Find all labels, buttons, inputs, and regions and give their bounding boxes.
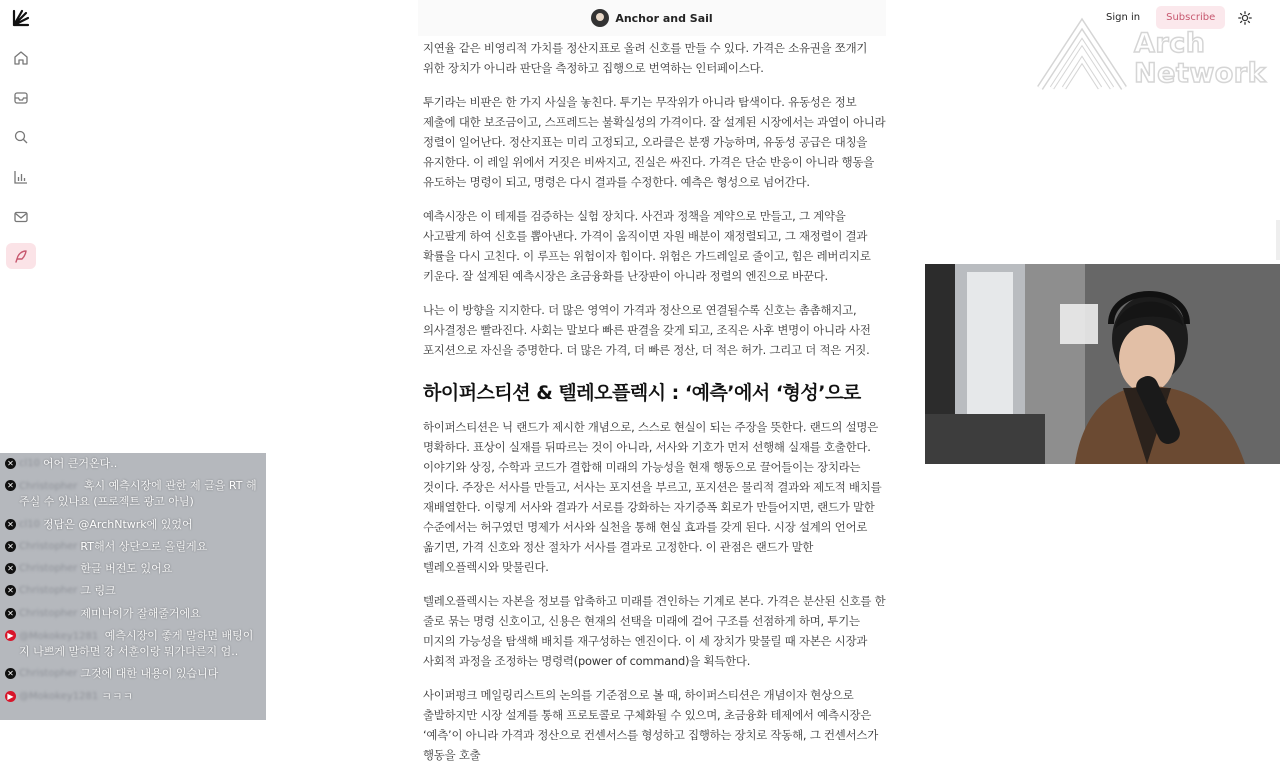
article-paragraph: 예측시장은 이 테제를 검증하는 실험 장치다. 사건과 정책을 계약으로 만들고, 그 계약을 사고팔게 하여 신호를 뽑아낸다. 가격이 움직이면 자원 배분이 재정렬되고, 그 재정렬이 결과 확률을 다시 고친다. 이 루프는 위험이자 힘이다. 위험은 가드레일로 줄이고, 힘은 레버리지로 키운다. 잘 설계된 예측시장은 초금융화를 난장판이 아니라 정렬의 엔진으로 바꾼다. [423,209,871,283]
sign-in-button[interactable]: Sign in [1106,12,1141,23]
article-body [423,38,889,779]
chat-message [5,628,261,659]
chat-username: Christopher [19,481,78,493]
chat-text: ㅋㅋㅋ [101,689,134,703]
x-platform-icon: ✕ [5,480,16,491]
publication-avatar [591,9,609,27]
subscribe-button[interactable]: Subscribe [1156,6,1225,29]
chat-message [5,456,261,471]
chat-message [5,606,261,621]
stats-icon[interactable] [11,167,31,187]
write-feather-icon[interactable] [6,243,36,269]
search-icon[interactable] [11,127,31,147]
stream-chat-overlay [0,453,266,720]
article-paragraph: 지연율 같은 비영리적 가치를 정산지표로 올려 신호를 만들 수 있다. 가격은 소유권을 쪼개기 위한 장치가 아니라 판단을 측정하고 집행으로 번역하는 인터페이스다. [423,41,868,75]
article-paragraph: 텔레오플렉시는 자본을 정보를 압축하고 미래를 견인하는 기계로 본다. 가격은 분산된 신호를 한 줄로 묶는 명령 신호이고, 신용은 현재의 선택을 미래에 걸어 구조를 선점하게 하며, 투기는 미지의 가능성을 탐색해 배치를 재구성하는 엔진이다. 이 세 장치가 맞물릴 때 자본은 시장과 사회적 과정을 조정하는 명령력(power of command)을 획득한다. [423,594,886,668]
chat-text: 혹시 예측시장에 관한 제 글을 RT 해주실 수 있나요 (프로젝트 광고 아님) [19,479,257,509]
chat-text: 제미나이가 잘해줄거에요 [80,606,201,620]
chat-message [5,689,261,704]
publication-header[interactable] [418,0,886,36]
x-platform-icon: ✕ [5,585,16,596]
arch-network-watermark [1036,20,1266,92]
chat-username: Christopher [19,540,78,552]
chat-username: cl10 [19,458,41,469]
x-platform-icon: ✕ [5,541,16,552]
youtube-platform-icon: ▶ [5,630,16,641]
chat-text: 그 링크 [80,584,116,598]
chat-text: RT해서 상단으로 올릴게요 [80,539,208,553]
watermark-line2: Network [1134,58,1267,89]
x-platform-icon: ✕ [5,563,16,574]
youtube-platform-icon: ▶ [5,691,16,702]
arch-logo-icon [1036,20,1132,92]
article-paragraph: 사이퍼펑크 메일링리스트의 논의를 기준점으로 볼 때, 하이퍼스티션은 개념이자 현상으로 출발하지만 시장 설계를 통해 프로토콜로 구체화될 수 있으며, 초금융화 테제에서 예측시장은 ‘예측’이 아니라 가격과 정산으로 컨센서스를 형성하고 집행하는 장치로 작동해, 그 컨센서스가 행동을 호출 [423,688,878,762]
chat-message [5,583,261,598]
chat-message [5,561,261,576]
article-paragraph: 하이퍼스티션은 닉 랜드가 제시한 개념으로, 스스로 현실이 되는 주장을 뜻한다. 랜드의 설명은 명확하다. 표상이 실재를 뒤따르는 것이 아니라, 서사와 기호가 먼저 선행해 실재를 호출한다. 이야기와 상징, 수학과 코드가 결합해 미래의 가능성을 현재 행동으로 끌어들이는 장치라는 것이다. 주장은 서사를 만들고, 서사는 포지션을 부르고, 포지션은 물리적 결과와 제도적 배치를 재배열한다. 이렇게 서사와 결과가 서로를 강화하는 자기증폭 회로가 만들어지면, 랜드가 말한 수준에서는 허구였던 명제가 서사와 실천을 통해 현실 효과를 갖게 된다. 시장 설계의 언어로 옮기면, 가격 신호와 정산 절차가 서사를 결과로 고정한다. 이 관점은 랜드가 말한 텔레오플렉시와 맞물린다. [423,420,882,574]
chat-message [5,478,261,509]
watermark-line1: Arch [1134,28,1206,59]
article-paragraph: 투기라는 비판은 한 가지 사실을 놓친다. 투기는 무작위가 아니라 탐색이다. 유동성은 정보 제출에 대한 보조금이고, 스프레드는 불확실성의 가격이다. 잘 설계된 시장에서는 과열이 아니라 정렬이 일어난다. 정산지표는 미리 고정되고, 오라클은 분쟁 가능하며, 유동성 공급은 대칭을 유지한다. 이 레일 위에서 거짓은 비싸지고, 진실은 싸진다. 가격은 단순 반응이 아니라 행동을 유도하는 명령이 되고, 명령은 다시 결과를 수정한다. 예측은 형성으로 넘어간다. [423,95,886,189]
streamer-camera-image [925,264,1280,464]
x-platform-icon: ✕ [5,519,16,530]
webcam-overlay [925,264,1280,464]
chat-username: Christopher [19,668,78,680]
logo-icon[interactable] [11,8,31,28]
chat-message [5,517,261,532]
chat-text: 정답은 @ArchNtwrk에 있었어 [43,517,193,531]
chat-text: 어어 큰거온다.. [43,457,118,470]
chat-message [5,539,261,554]
inbox-icon[interactable] [11,88,31,108]
section-heading: 하이퍼스티션 & 텔레오플렉시 : ‘예측’에서 ‘형성’으로 [423,382,861,404]
chat-username: Christopher [19,585,78,597]
mail-icon[interactable] [11,207,31,227]
home-icon[interactable] [11,48,31,68]
article-paragraph: 나는 이 방향을 지지한다. 더 많은 영역이 가격과 정산으로 연결될수록 신호는 촘촘해지고, 의사결정은 빨라진다. 사회는 말보다 빠른 판결을 갖게 되고, 조직은 사후 변명이 아니라 사전 포지션으로 자신을 증명한다. 더 많은 가격, 더 빠른 정산, 더 적은 허가. 그리고 더 적은 거짓. [423,303,871,357]
x-platform-icon: ✕ [5,608,16,619]
chat-username: @Mokokey1281 [19,631,99,643]
chat-username: @Mokokey1281 [19,690,99,702]
x-platform-icon: ✕ [5,458,16,469]
chat-username: cl10 [19,518,41,530]
publication-name[interactable]: Anchor and Sail [615,11,713,25]
chat-message [5,666,261,681]
chat-text: 그것에 대한 내용이 있습니다 [80,667,219,681]
chat-text: 한글 버전도 있어요 [80,562,173,576]
scrollbar[interactable] [1276,220,1280,260]
chat-text: 예측시장이 좋게 말하면 배팅이지 나쁘게 말하면 강 서훈이랑 뭐가다른지 엄.. [19,629,254,659]
chat-username: Christopher [19,563,78,575]
x-platform-icon: ✕ [5,668,16,679]
chat-username: Christopher [19,607,78,619]
